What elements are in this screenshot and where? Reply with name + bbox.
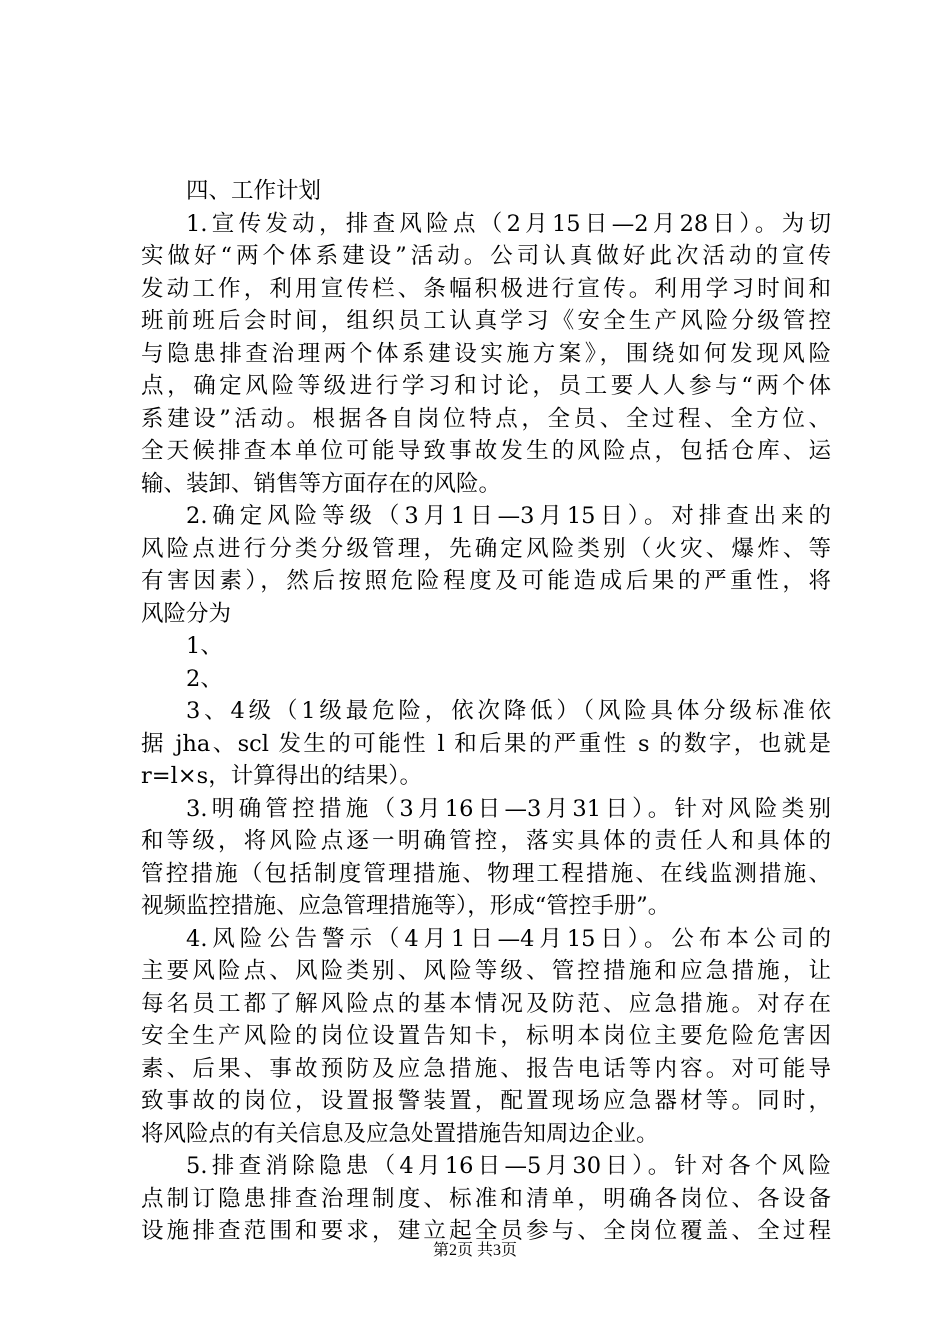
text-line: 班前班后会时间，组织员工认真学习《安全生产风险分级管控 — [141, 308, 831, 334]
text-line: 点，确定风险等级进行学习和讨论，员工要人人参与“两个体 — [141, 373, 831, 399]
text-line: 实做好“两个体系建设”活动。公司认真做好此次活动的宣传 — [141, 243, 831, 269]
text-line: 风险分为 — [141, 600, 232, 627]
text-line: 四、工作计划 — [186, 178, 322, 204]
page-footer: 第2页 共3页 — [432, 1242, 517, 1259]
text-line: 与隐患排查治理两个体系建设实施方案》，围绕如何发现风险 — [141, 340, 831, 367]
text-line: 3.明确管控措施（3月16日—3月31日）。针对风险类别 — [186, 795, 831, 822]
text-line: 每名员工都了解风险点的基本情况及防范、应急措施。对存在 — [141, 990, 831, 1017]
text-line: 2、 — [186, 665, 223, 692]
text-line: 4.风险公告警示（4月1日—4月15日）。公布本公司的 — [186, 925, 831, 952]
text-line: 系建设”活动。根据各自岗位特点，全员、全过程、全方位、 — [141, 405, 831, 432]
text-line: 主要风险点、风险类别、风险等级、管控措施和应急措施，让 — [141, 958, 831, 984]
text-line: 2.确定风险等级（3月1日—3月15日）。对排查出来的 — [186, 503, 831, 529]
text-line: 1.宣传发动，排查风险点（2月15日—2月28日）。为切 — [186, 210, 831, 237]
text-line: 安全生产风险的岗位设置告知卡，标明本岗位主要危险危害因 — [141, 1023, 831, 1049]
text-line: 设施排查范围和要求，建立起全员参与、全岗位覆盖、全过程 — [141, 1218, 831, 1244]
text-line: 发动工作，利用宣传栏、条幅积极进行宣传。利用学习时间和 — [141, 275, 831, 302]
text-line: 3、4级（1级最危险，依次降低）（风险具体分级标准依 — [186, 698, 831, 724]
text-line: 视频监控措施、应急管理措施等），形成“管控手册”。 — [141, 893, 671, 919]
text-line: r=l×s，计算得出的结果）。 — [141, 763, 422, 789]
document-body — [141, 175, 831, 1248]
text-line: 点制订隐患排查治理制度、标准和清单，明确各岗位、各设备 — [141, 1185, 831, 1212]
text-line: 有害因素），然后按照危险程度及可能造成后果的严重性，将 — [141, 568, 831, 594]
text-line: 输、装卸、销售等方面存在的风险。 — [141, 470, 502, 497]
text-line: 将风险点的有关信息及应急处置措施告知周边企业。 — [141, 1120, 659, 1147]
text-line: 5.排查消除隐患（4月16日—5月30日）。针对各个风险 — [186, 1153, 831, 1179]
text-line: 素、后果、事故预防及应急措施、报告电话等内容。对可能导 — [141, 1055, 831, 1082]
text-line: 致事故的岗位，设置报警装置，配置现场应急器材等。同时， — [141, 1088, 831, 1114]
text-line: 和等级，将风险点逐一明确管控，落实具体的责任人和具体的 — [141, 828, 831, 854]
text-line: 据 jha、scl 发生的可能性 l 和后果的严重性 s 的数字，也就是 — [141, 730, 831, 757]
text-line: 管控措施（包括制度管理措施、物理工程措施、在线监测措施、 — [141, 860, 831, 887]
text-line: 风险点进行分类分级管理，先确定风险类别（火灾、爆炸、等 — [141, 535, 831, 562]
text-line: 全天候排查本单位可能导致事故发生的风险点，包括仓库、运 — [141, 438, 831, 464]
text-line: 1、 — [186, 633, 223, 659]
